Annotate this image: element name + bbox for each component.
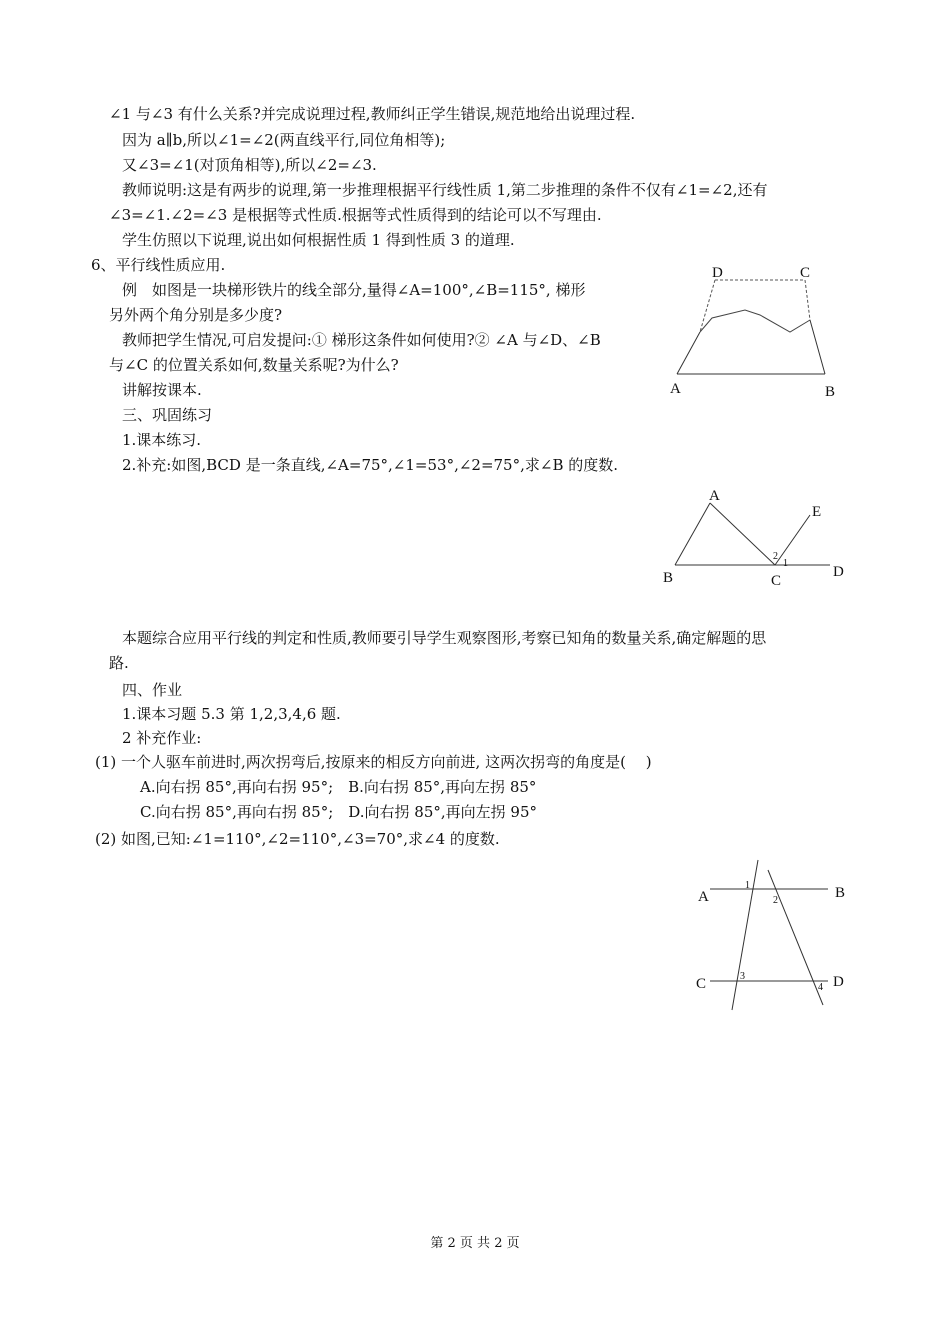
trapezoid-figure [660, 260, 850, 405]
text-line: 2.补充:如图,BCD 是一条直线,∠A=75°,∠1=53°,∠2=75°,求∠B 的度数. [122, 456, 618, 474]
angle-1-label: 1 [745, 880, 750, 891]
text-line: 路. [109, 654, 129, 672]
parallel-lines-figure [690, 855, 870, 1015]
choice-line: C.向右拐 85°,再向右拐 85°; D.向右拐 85°,再向左拐 95° [140, 803, 537, 821]
text-line: 1.课本练习. [122, 431, 202, 449]
text-line: 本题综合应用平行线的判定和性质,教师要引导学生观察图形,考察已知角的数量关系,确定解题的思 [122, 629, 767, 647]
angle-2-label: 2 [773, 551, 778, 562]
angle-4-label: 4 [818, 982, 823, 993]
text-line: 学生仿照以下说理,说出如何根据性质 1 得到性质 3 的道理. [122, 231, 515, 249]
section-heading: 四、作业 [122, 681, 183, 699]
label-B: B [825, 384, 836, 400]
section-heading: 三、巩固练习 [122, 406, 213, 424]
label-B: B [835, 885, 846, 901]
label-B: B [663, 570, 674, 586]
label-C: C [771, 573, 782, 589]
text-line: 因为 a∥b,所以∠1=∠2(两直线平行,同位角相等); [122, 131, 446, 149]
angle-3-label: 3 [740, 971, 745, 982]
text-line: 另外两个角分别是多少度? [109, 306, 283, 324]
label-A: A [709, 488, 720, 504]
label-D: D [712, 265, 723, 281]
triangle-figure [655, 485, 855, 595]
text-line: 2 补充作业: [122, 729, 202, 747]
text-line: ∠1 与∠3 有什么关系?并完成说理过程,教师纠正学生错误,规范地给出说理过程. [109, 105, 636, 123]
text-line: 与∠C 的位置关系如何,数量关系呢?为什么? [109, 356, 399, 374]
text-line: 教师说明:这是有两步的说理,第一步推理根据平行线性质 1,第二步推理的条件不仅有∠1=∠2,还有 [122, 181, 768, 199]
label-A: A [698, 889, 709, 905]
text-line: 又∠3=∠1(对顶角相等),所以∠2=∠3. [122, 156, 377, 174]
label-C: C [800, 265, 811, 281]
label-E: E [812, 504, 822, 520]
question-text: (1) 一个人驱车前进时,两次拐弯后,按原来的相反方向前进, 这两次拐弯的角度是( ) [95, 753, 652, 771]
angle-1-label: 1 [783, 558, 788, 569]
label-C: C [696, 976, 707, 992]
section-heading: 6、平行线性质应用. [91, 256, 226, 274]
text-line: 讲解按课本. [122, 381, 202, 399]
choice-line: A.向右拐 85°,再向右拐 95°; B.向右拐 85°,再向左拐 85° [140, 778, 537, 796]
label-D: D [833, 564, 844, 580]
text-line: 1.课本习题 5.3 第 1,2,3,4,6 题. [122, 705, 341, 723]
text-line: ∠3=∠1.∠2=∠3 是根据等式性质.根据等式性质得到的结论可以不写理由. [109, 206, 602, 224]
page-footer: 第 2 页 共 2 页 [430, 1236, 520, 1251]
text-line: 教师把学生情况,可启发提问:① 梯形这条件如何使用?② ∠A 与∠D、∠B [122, 331, 601, 349]
label-D: D [833, 974, 844, 990]
text-line: 例 如图是一块梯形铁片的线全部分,量得∠A=100°,∠B=115°, 梯形 [122, 281, 586, 299]
question-text: (2) 如图,已知:∠1=110°,∠2=110°,∠3=70°,求∠4 的度数. [95, 830, 500, 848]
angle-2-label: 2 [773, 895, 778, 906]
label-A: A [670, 381, 681, 397]
